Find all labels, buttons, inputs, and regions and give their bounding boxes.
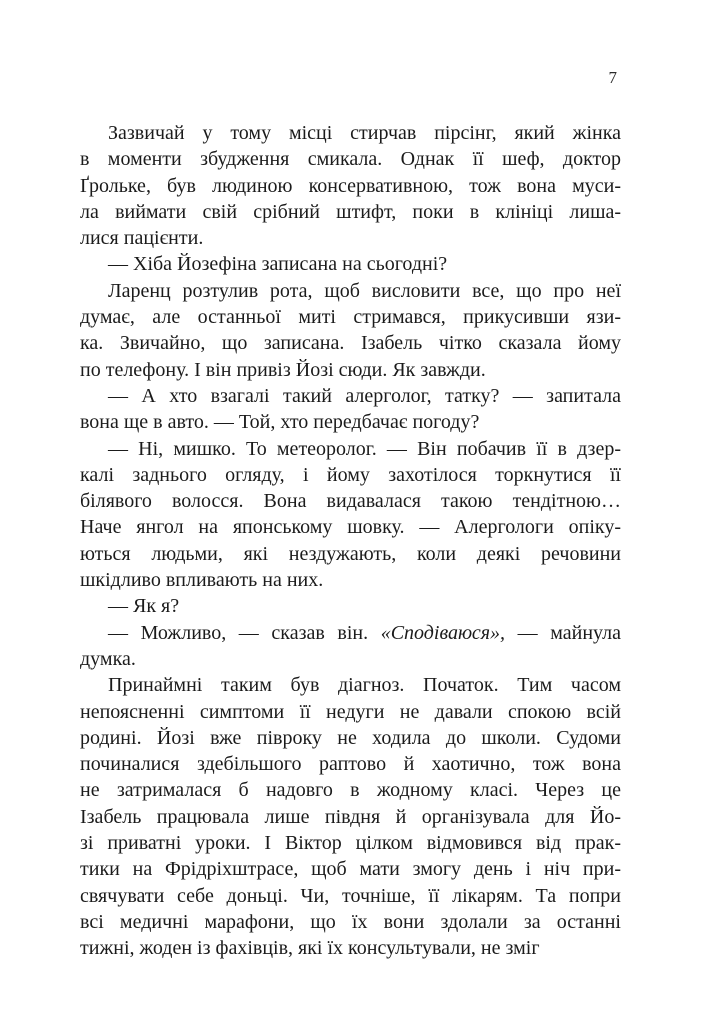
text-line: — Як я? <box>108 595 180 618</box>
page-text <box>80 120 621 962</box>
text-line: вона ще в авто. — Той, хто передбачає погоду? <box>80 411 480 434</box>
text-line: родині. Йозі вже півроку не ходила до школи. Судоми <box>80 726 621 749</box>
text-line: ка. Звичайно, що записана. Ізабель чітко сказала йому <box>80 332 621 355</box>
text-line: — Можливо, — сказав він. «Сподіваюся», — майнула <box>108 621 621 644</box>
text-line: — А хто взагалі такий алерголог, татку? — запитала <box>108 384 621 407</box>
text-line: думка. <box>80 647 136 670</box>
text-line: тики на Фрідріхштрасе, щоб мати змогу день і ніч при- <box>80 858 621 881</box>
text-line: всі медичні марафони, що їх вони здолали за останні <box>80 910 621 933</box>
text-line: свячувати себе доньці. Чи, точніше, її лікарям. Та попри <box>80 884 621 907</box>
text-line: непоясненні симптоми її недуги не давали спокою всій <box>80 700 621 723</box>
text-line: — Ні, мишко. То метеоролог. — Він побачив її в дзер- <box>108 437 621 460</box>
text-line: Ізабель працювала лише півдня й організувала для Йо- <box>80 805 621 828</box>
text-line: Зазвичай у тому місці стирчав пірсінг, який жінка <box>108 122 621 144</box>
text-line: Принаймні таким був діагноз. Початок. Тим часом <box>108 674 621 697</box>
text-line: не затрималася б надовго в жодному класі. Через це <box>80 779 621 802</box>
text-line: калі заднього огляду, і йому захотілося торкнутися її <box>80 463 621 486</box>
text-line: ються людьми, які нездужають, коли деякі речовини <box>80 542 621 565</box>
text-line: Ґрольке, був людиною консервативною, тож вона муси- <box>80 174 621 197</box>
text-line: шкідливо впливають на них. <box>80 569 324 592</box>
text-line: — Хіба Йозефіна записана на сьогодні? <box>108 253 448 276</box>
text-line: тижні, жоден із фахівців, які їх консультували, не зміг <box>80 937 540 960</box>
text-line: білявого волосся. Вона видавалася такою тендітною… <box>80 490 621 513</box>
text-line: Наче янгол на японському шовку. — Алергологи опіку- <box>80 516 621 539</box>
text-line: думає, але останньої миті стримався, прикусивши язи- <box>80 306 621 329</box>
text-line: починалися здебільшого раптово й хаотично, тож вона <box>80 753 621 776</box>
text-line: по телефону. І він привіз Йозі сюди. Як завжди. <box>80 358 486 381</box>
text-line: Ларенц розтулив рота, щоб висловити все, що про неї <box>108 279 621 302</box>
page-number: 7 <box>608 68 617 87</box>
text-line: ла виймати свій срібний штифт, поки в клініці лиша- <box>80 200 621 223</box>
text-line: зі приватні уроки. І Віктор цілком відмовився від прак- <box>80 832 621 855</box>
text-line: в моменти збудження смикала. Однак її шеф, доктор <box>80 148 621 171</box>
text-line: лися пацієнти. <box>80 227 204 250</box>
